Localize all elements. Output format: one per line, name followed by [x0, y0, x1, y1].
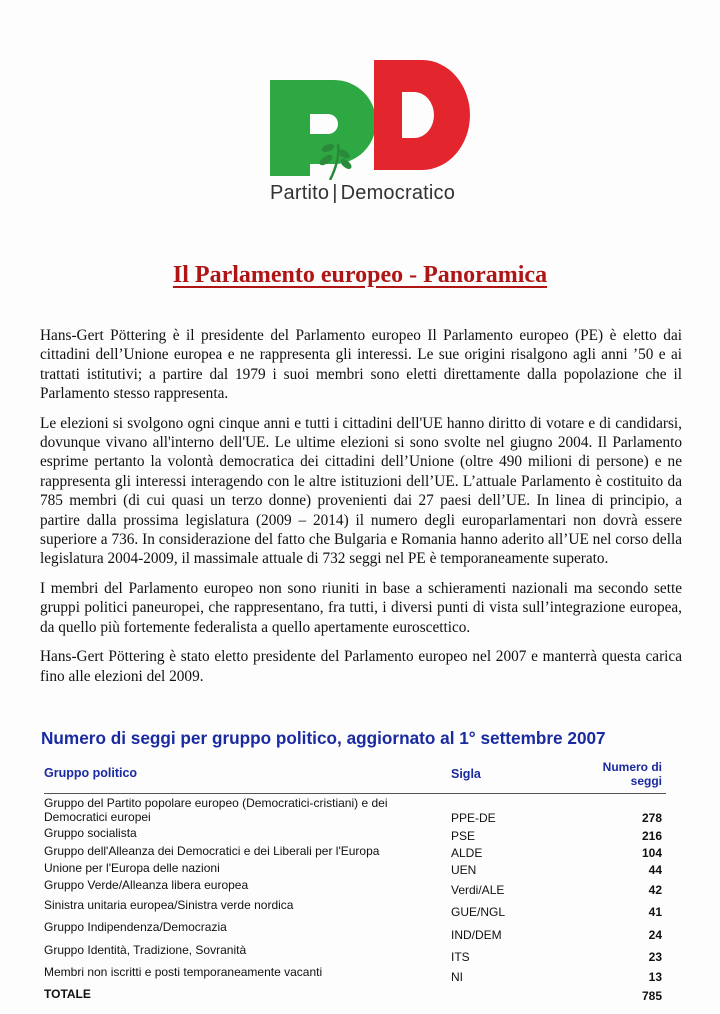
cell-sigla: GUE/NGL [451, 905, 506, 919]
total-label: TOTALE [44, 987, 91, 1001]
logo-wordmark: Partito | Democratico [270, 182, 456, 204]
cell-group: Membri non iscritti e posti temporaneamente vacanti [44, 965, 323, 979]
cell-group: Gruppo del Partito popolare europeo (Democratici-cristiani) e dei Democratici europei [44, 796, 388, 824]
table-title: Numero di seggi per gruppo politico, aggiornato al 1° settembre 2007 [41, 728, 606, 748]
total-value: 785 [641, 989, 662, 1003]
header-group: Gruppo politico [44, 766, 138, 780]
table-row [44, 827, 666, 845]
table-row [44, 921, 666, 944]
table-row [44, 845, 666, 862]
seats-table [44, 760, 666, 1003]
cell-group: Gruppo Verde/Alleanza libera europea [44, 878, 249, 892]
table-row [44, 879, 666, 899]
cell-seats: 216 [641, 829, 662, 843]
cell-group: Gruppo Indipendenza/Democrazia [44, 920, 227, 934]
cell-sigla: NI [451, 970, 463, 984]
cell-seats: 24 [648, 928, 662, 942]
pd-logo [262, 50, 472, 210]
header-seats: Numero di seggi [602, 760, 662, 788]
cell-seats: 278 [641, 811, 662, 825]
cell-seats: 41 [648, 905, 662, 919]
table-row [44, 797, 666, 827]
cell-seats: 42 [648, 883, 662, 897]
cell-seats: 13 [648, 970, 662, 984]
table-row [44, 899, 666, 921]
table-header [44, 760, 666, 796]
cell-sigla: ALDE [451, 846, 483, 860]
total-row [44, 987, 666, 1003]
logo-letter-d [374, 60, 470, 170]
paragraph: Hans-Gert Pöttering è stato eletto presidente del Parlamento europeo nel 2007 e manterrà questa carica fino alle elezioni del 2009. [40, 648, 682, 685]
header-sigla: Sigla [451, 767, 481, 781]
header-divider [44, 793, 666, 794]
cell-seats: 44 [648, 863, 662, 877]
cell-group: Sinistra unitaria europea/Sinistra verde nordica [44, 898, 294, 912]
cell-sigla: PPE-DE [451, 811, 496, 825]
table-row [44, 944, 666, 966]
logo-word-right: Democratico [340, 182, 456, 204]
paragraph: Le elezioni si svolgono ogni cinque anni e tutti i cittadini dell'UE hanno diritto di votare e di candidarsi, dovunque vivano all'interno dell'UE. Le ultime elezioni si sono svolte nel giugno 2004. Il Parlamento esprime pertanto la volontà democratica dei cittadini dell’Unione (oltre 490 milioni di persone) e ne rappresenta gli interessi interagendo con le altre istituzioni dell’UE. L’attuale Parlamento è costituito da 785 membri (di cui quasi un terzo donne) provenienti dai 27 paesi dell’UE. In linea di principio, a partire dalla prossima legislatura (2009 – 2014) il numero degli europarlamentari non dovrà essere superiore a 736. In considerazione del fatto che Bulgaria e Romania hanno aderito all’UE nel corso della legislatura 2004-2009, il massimale attuale di 732 seggi nel PE è temporaneamente superato. [40, 414, 682, 568]
paragraph: Hans-Gert Pöttering è il presidente del Parlamento europeo Il Parlamento europeo (PE) è eletto dai cittadini dell’Unione europea e ne rappresenta gli interessi. Le sue origini risalgono agli anni ’50 e ai trattati istitutivi; a partire dal 1979 i suoi membri sono eletti direttamente dalla popolazione che il Parlamento stesso rappresenta. [40, 327, 682, 403]
pd-logo-mark [262, 50, 472, 180]
cell-sigla: IND/DEM [451, 928, 502, 942]
cell-group: Unione per l'Europa delle nazioni [44, 861, 220, 875]
cell-sigla: UEN [451, 863, 477, 877]
cell-group: Gruppo Identità, Tradizione, Sovranità [44, 943, 247, 957]
cell-seats: 23 [648, 950, 662, 964]
cell-sigla: ITS [451, 950, 470, 964]
article-body [40, 326, 682, 696]
cell-seats: 104 [641, 846, 662, 860]
page-title: Il Parlamento europeo - Panoramica [172, 262, 548, 288]
cell-group: Gruppo dell'Alleanza dei Democratici e dei Liberali per l'Europa [44, 844, 380, 858]
table-row [44, 862, 666, 879]
cell-sigla: Verdi/ALE [451, 883, 505, 897]
logo-word-left: Partito [270, 182, 330, 204]
paragraph: I membri del Parlamento europeo non sono riuniti in base a schieramenti nazionali ma secondo sette gruppi politici paneuropei, che rappresentano, fra tutti, i diversi punti di vista sull’integrazione europea, da quello più fortemente federalista a quello apertamente euroscettico. [40, 579, 682, 636]
cell-sigla: PSE [451, 829, 476, 843]
table-row [44, 966, 666, 986]
cell-group: Gruppo socialista [44, 826, 137, 840]
